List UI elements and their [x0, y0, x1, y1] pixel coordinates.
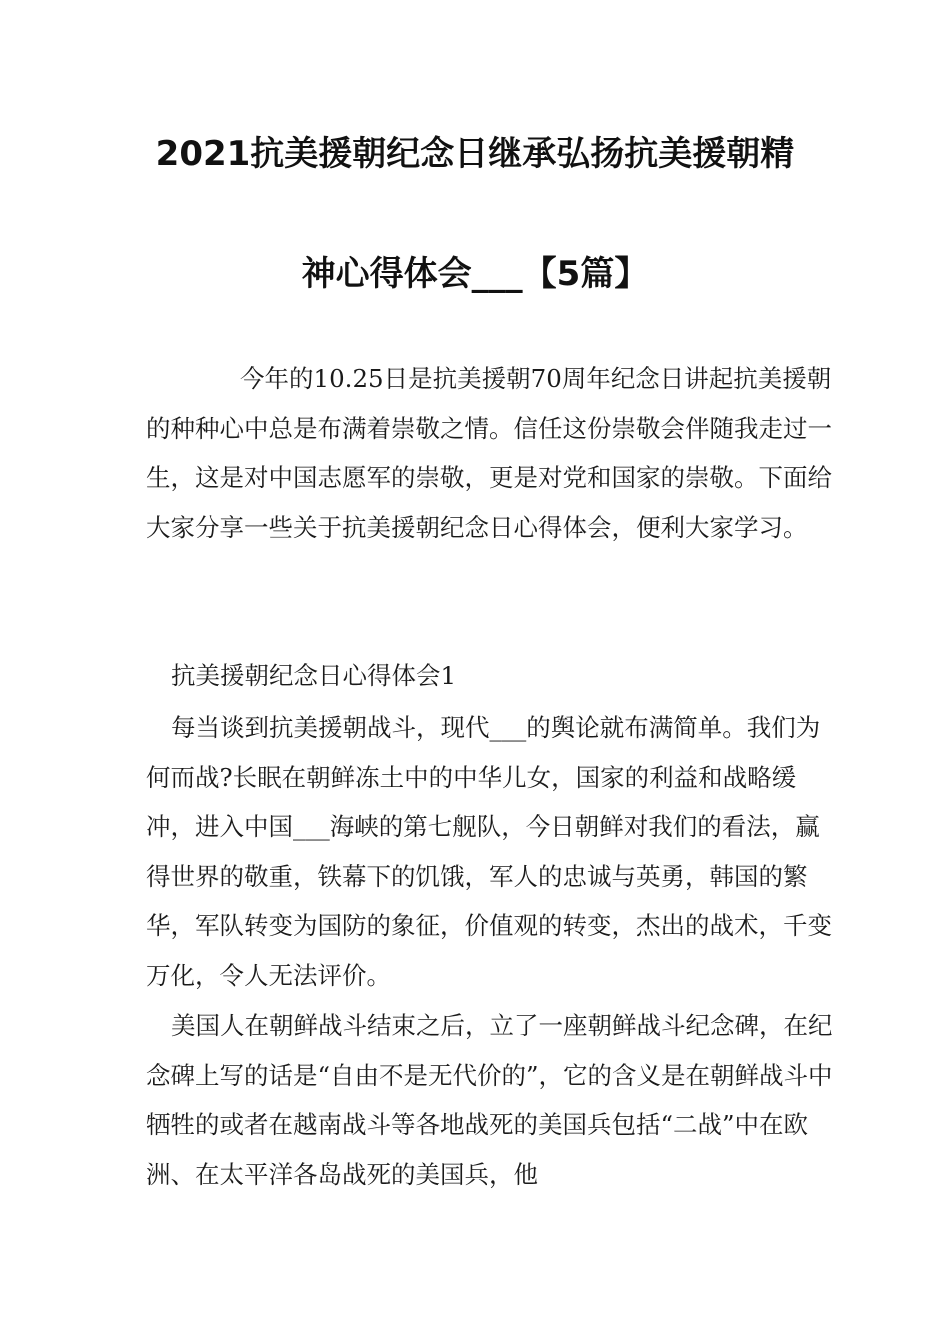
intro-paragraph: 今年的10.25日是抗美援朝70周年纪念日讲起抗美援朝的种种心中总是布满着崇敬之情。信任这份崇敬会伴随我走过一生，这是对中国志愿军的崇敬，更是对党和国家的崇敬。下面给大家分享一些关于抗美援朝纪念日心得体会，便利大家学习。: [146, 364, 832, 542]
document-title-line-2: 神心得体会___【5篇】: [301, 254, 649, 294]
document-title-line-1: 2021抗美援朝纪念日继承弘扬抗美援朝精: [155, 134, 795, 174]
body-paragraph-2: 美国人在朝鲜战斗结束之后，立了一座朝鲜战斗纪念碑，在纪念碑上写的话是“自由不是无代价的”，它的含义是在朝鲜战斗中牺牲的或者在越南战斗等各地战死的美国兵包括“二战”中在欧洲、在太平洋各岛战死的美国兵，他: [146, 1011, 833, 1189]
section-heading: 抗美援朝纪念日心得体会1: [171, 661, 457, 690]
body-paragraph-1: 每当谈到抗美援朝战斗，现代___的舆论就布满简单。我们为何而战?长眠在朝鲜冻土中的中华儿女，国家的利益和战略缓冲，进入中国___海峡的第七舰队，今日朝鲜对我们的看法，赢得世界的敬重，铁幕下的饥饿，军人的忠诚与英勇，韩国的繁华，军队转变为国防的象征，价值观的转变，杰出的战术，千变万化，令人无法评价。: [146, 713, 832, 990]
